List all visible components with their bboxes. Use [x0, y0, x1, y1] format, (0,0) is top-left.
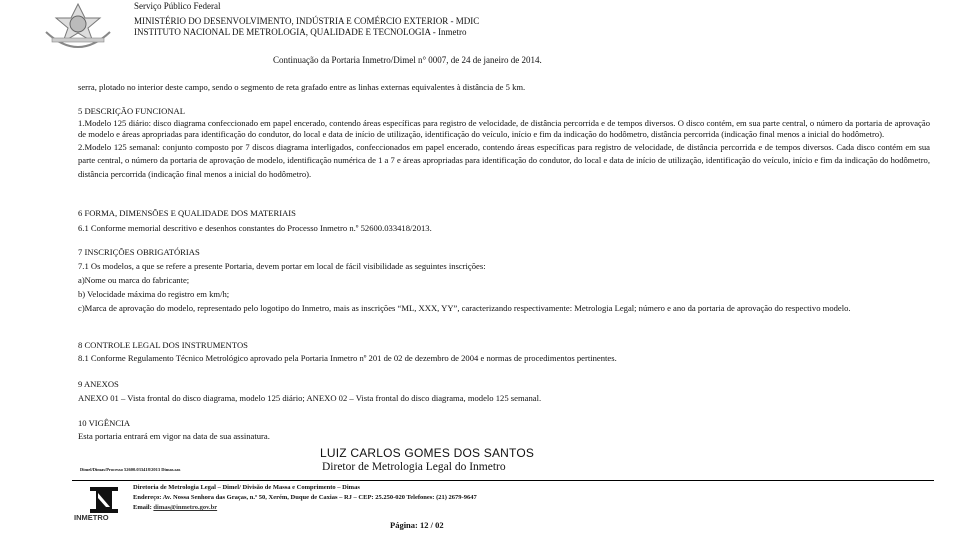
list-item: c)Marca de aprovação do modelo, representado pelo logotipo do Inmetro, mais as inscrições “ML, XXX, YY”, caracterizando respectivamente: Metrologia Legal; número e ano da portaria de aprovação do respectivo modelo.: [78, 303, 851, 313]
ministry-title: MINISTÉRIO DO DESENVOLVIMENTO, INDÚSTRIA E COMÉRCIO EXTERIOR - MDIC: [134, 16, 480, 26]
section-heading: 9 ANEXOS: [78, 379, 119, 389]
institute-title: INSTITUTO NACIONAL DE METROLOGIA, QUALIDADE E TECNOLOGIA - Inmetro: [134, 27, 467, 37]
footer-department: Diretoria de Metrologia Legal – Dimel/ Divisão de Massa e Comprimento – Dimas: [133, 484, 360, 491]
footer-email-label: Email:: [133, 504, 152, 511]
section-9: [78, 377, 930, 405]
footer-divider: [72, 480, 934, 481]
inmetro-logo-text: INMETRO: [74, 513, 109, 522]
brazil-coat-of-arms-icon: [38, 2, 118, 52]
footer-email-link[interactable]: dimas@inmetro.gov.br: [153, 504, 218, 511]
section-10: [78, 417, 930, 443]
paragraph: ANEXO 01 – Vista frontal do disco diagrama, modelo 125 diário; ANEXO 02 – Vista frontal do disco diagrama, modelo 125 semanal.: [78, 393, 542, 403]
section-heading: 10 VIGÊNCIA: [78, 418, 131, 428]
paragraph: 2.Modelo 125 semanal: conjunto composto por 7 discos diagrama interligados, confeccionados em papel encerado, contendo áreas específicas para registro de velocidade, de distância percorrida e de tempos diversos. Cada disco contém em sua parte central, o número da portaria de aprovação de modelo, identificação numérica de 1 a 7 e áreas apropriadas para identificação do condutor, do local e data de início de utilização, identificação do veículo, início e fim da indicação do hodômetro, distância percorrida (indicação final menos a inicial do hodômetro).: [78, 141, 930, 179]
paragraph: 8.1 Conforme Regulamento Técnico Metrológico aprovado pela Portaria Inmetro nº 201 de 02 de dezembro de 2004 e normas de procedimentos pertinentes.: [78, 353, 617, 363]
section-6: [78, 206, 930, 236]
section-7: [78, 245, 930, 315]
paragraph: Esta portaria entrará em vigor na data de sua assinatura.: [78, 431, 270, 441]
page-number: Página: 12 / 02: [390, 520, 444, 530]
process-reference: Dimel/Dimas/Processo 52600.033418/2013 Dimas.sas: [80, 467, 181, 472]
paragraph: 7.1 Os modelos, a que se refere a presente Portaria, devem portar em local de fácil visibilidade as seguintes inscrições:: [78, 261, 486, 271]
paragraph: 1.Modelo 125 diário: disco diagrama confeccionado em papel encerado, contendo áreas específicas para registro de velocidade, de distância percorrida e de tempos diversos. O disco contém, em sua parte central, o número da portaria de aprovação de modelo e áreas apropriadas para identificação do condutor, do local e data de início de utilização, identificação do veículo, início e fim da indicação do hodômetro, distância percorrida (indicação final menos a inicial do hodômetro).: [78, 117, 930, 139]
section-8: [78, 339, 930, 365]
section-heading: 5 DESCRIÇÃO FUNCIONAL: [78, 106, 185, 116]
section-5: [78, 105, 930, 181]
footer-address: Endereço: Av. Nossa Senhora das Graças, n.º 50, Xerém, Duque de Caxias – RJ – CEP: 25.250-020 Telefones: (21) 2679-9647: [133, 494, 477, 501]
list-item: a)Nome ou marca do fabricante;: [78, 275, 190, 285]
list-item: b) Velocidade máxima do registro em km/h;: [78, 289, 230, 299]
inmetro-logo-icon: [84, 487, 124, 515]
service-label: Serviço Público Federal: [134, 1, 221, 11]
continuation-line: Continuação da Portaria Inmetro/Dimel n° 0007, de 24 de janeiro de 2014.: [273, 55, 542, 65]
signatory-name: LUIZ CARLOS GOMES DOS SANTOS: [320, 446, 535, 460]
signatory-role: Diretor de Metrologia Legal do Inmetro: [322, 461, 506, 473]
section-heading: 7 INSCRIÇÕES OBRIGATÓRIAS: [78, 247, 200, 257]
section-heading: 8 CONTROLE LEGAL DOS INSTRUMENTOS: [78, 340, 248, 350]
paragraph: 6.1 Conforme memorial descritivo e desenhos constantes do Processo Inmetro n.º 52600.033418/2013.: [78, 223, 432, 233]
intro-paragraph: serra, plotado no interior deste campo, sendo o segmento de reta grafado entre as linhas externas equivalentes à distância de 5 km.: [78, 82, 526, 92]
section-heading: 6 FORMA, DIMENSÕES E QUALIDADE DOS MATERIAIS: [78, 208, 296, 218]
